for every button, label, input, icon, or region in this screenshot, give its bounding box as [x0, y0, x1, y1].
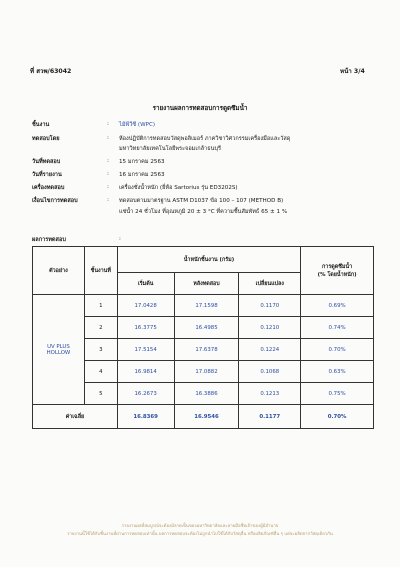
header-weight-group: น้ำหนักชิ้นงาน (กรัม) [117, 247, 300, 273]
absorption-cell: 0.70% [301, 339, 374, 361]
absorption-cell: 0.75% [301, 383, 374, 405]
average-after: 16.9546 [174, 405, 239, 429]
table-row [33, 361, 374, 383]
absorption-cell: 0.69% [301, 295, 374, 317]
document-page: ที่ สวพ/63042 หน้า 3/4 รายงานผลการทดสอบการดูดซึมน้ำ ชิ้นงาน : ไม้พีวีซี (WPC) ทดสอบโดย : ห้องปฏิบัติการทดสอบวัสดุพอลิเมอร์ ภาควิชาวิศวกรรมเครื่องมือและวัสดุ มหาวิทยาลัยเทคโนโลยีพระจอมเกล้าธนบุรี วันที่ทดสอบ : 15 มกราคม 2563 วันที่รายงาน : 16 มกราคม 2563 เครื่องทดสอบ : เครื่องชั่งน้ำหนัก (ยี่ห้อ Sartorius รุ่น ED3202S) เงื่อนไขการทดสอบ : ทดสอบตามมาตรฐาน ASTM D1037 ข้อ 100 – 107 (METHOD B) แช่น้ำ 24 ชั่วโมง ที่อุณหภูมิ 20 ± 3 °C ที่ความชื้นสัมพัทธ์ 65 ± 1 % ผลการทดสอบ : ตัวอย่าง ชิ้นงานที่ น้ำหนักชิ้นงาน (กรัม) การดูดซึมน้ำ (% โดยน้ำหนัก) เริ่มต้น หลังทดสอบ เปลี่ยนแปลง UV PLUS HOLLOW 1 17.0428 17.1598 0.1170 0.69% 2 16.3775 16.4985 0.1210 0.74% 3 17.5154 17.6378 0.1224 0.70% 4 16.9814 17.0882 0.1068 0.63% 5 16.2673 16.3886 0.1213 0.75% ค่าเฉลี่ย 16.8369 16.9546 0.1177 0.70% รายงานผลที่สมบูรณ์จะต้องมีลายเซ็นของมหาวิทยาลัยและลายมือชื่อเจ้าของผู้มีอำนาจ รายงานนี้ใช้ได้กับชิ้นงานที่ผ่านการทดสอบเท่านั้น ผลการทดสอบจะต้องไม่ถูกนำไปใช้ได้กับวัสดุอื่น หรือผลิตภัณฑ์อื่น ๆ แต่จะผลิตจากวัสดุเดียวกัน [0, 0, 400, 567]
absorption-cell: 0.63% [301, 361, 374, 383]
change-weight-cell: 0.1210 [239, 317, 301, 339]
info-label-sample: ชิ้นงาน [32, 122, 50, 128]
change-weight-cell: 0.1068 [239, 361, 301, 383]
info-label-test-date: วันที่ทดสอบ [32, 159, 61, 165]
piece-no-cell: 1 [84, 295, 117, 317]
footer-line-1: รายงานผลที่สมบูรณ์จะต้องมีลายเซ็นของมหาวิทยาลัยและลายมือชื่อเจ้าของผู้มีอำนาจ [121, 524, 279, 529]
info-value-instrument: เครื่องชั่งน้ำหนัก (ยี่ห้อ Sartorius รุ่น ED3202S) [119, 185, 238, 191]
header-absorption-line2: (% โดยน้ำหนัก) [317, 271, 357, 278]
after-weight-cell: 17.1598 [174, 295, 239, 317]
piece-no-cell: 4 [84, 361, 117, 383]
after-weight-cell: 17.6378 [174, 339, 239, 361]
average-row [33, 405, 374, 429]
info-value-report-date: 16 มกราคม 2563 [119, 172, 165, 178]
info-value-sample: ไม้พีวีซี (WPC) [119, 122, 156, 128]
piece-no-cell: 3 [84, 339, 117, 361]
initial-weight-cell: 17.5154 [117, 339, 174, 361]
info-value-tested-by-line2: มหาวิทยาลัยเทคโนโลยีพระจอมเกล้าธนบุรี [119, 146, 222, 152]
table-row [33, 383, 374, 405]
results-label: ผลการทดสอบ [32, 237, 66, 243]
table-row [33, 339, 374, 361]
header-sample: ตัวอย่าง [33, 247, 85, 295]
average-change: 0.1177 [239, 405, 301, 429]
info-label-instrument: เครื่องทดสอบ [32, 185, 65, 191]
after-weight-cell: 16.3886 [174, 383, 239, 405]
average-label: ค่าเฉลี่ย [33, 405, 118, 429]
change-weight-cell: 0.1224 [239, 339, 301, 361]
header-piece-no: ชิ้นงานที่ [84, 247, 117, 295]
info-label-report-date: วันที่รายงาน [32, 172, 62, 178]
page-number: หน้า 3/4 [340, 68, 365, 75]
initial-weight-cell: 17.0428 [117, 295, 174, 317]
info-value-conditions-line2: แช่น้ำ 24 ชั่วโมง ที่อุณหภูมิ 20 ± 3 °C ที่ความชื้นสัมพัทธ์ 65 ± 1 % [119, 209, 288, 215]
sample-name-cell [33, 295, 85, 405]
results-table [32, 246, 374, 429]
change-weight-cell: 0.1170 [239, 295, 301, 317]
after-weight-cell: 17.0882 [174, 361, 239, 383]
sample-name-line2: HOLLOW [46, 349, 71, 356]
header-absorption [301, 247, 374, 295]
initial-weight-cell: 16.2673 [117, 383, 174, 405]
table-row [33, 295, 374, 317]
header-absorption-line1: การดูดซึมน้ำ [322, 263, 353, 270]
info-value-tested-by: ห้องปฏิบัติการทดสอบวัสดุพอลิเมอร์ ภาควิชาวิศวกรรมเครื่องมือและวัสดุ [119, 136, 291, 142]
table-row [33, 317, 374, 339]
change-weight-cell: 0.1213 [239, 383, 301, 405]
initial-weight-cell: 16.3775 [117, 317, 174, 339]
header-initial: เริ่มต้น [117, 273, 174, 295]
sample-name-line1: UV PLUS [47, 343, 70, 350]
initial-weight-cell: 16.9814 [117, 361, 174, 383]
average-absorption: 0.70% [301, 405, 374, 429]
after-weight-cell: 16.4985 [174, 317, 239, 339]
document-number: ที่ สวพ/63042 [30, 68, 72, 75]
info-label-conditions: เงื่อนไขการทดสอบ [32, 198, 78, 204]
absorption-cell: 0.74% [301, 317, 374, 339]
info-value-test-date: 15 มกราคม 2563 [119, 159, 165, 165]
info-value-conditions: ทดสอบตามมาตรฐาน ASTM D1037 ข้อ 100 – 107 (METHOD B) [119, 198, 284, 204]
piece-no-cell: 5 [84, 383, 117, 405]
report-title: รายงานผลการทดสอบการดูดซึมน้ำ [152, 105, 248, 112]
average-initial: 16.8369 [117, 405, 174, 429]
header-after: หลังทดสอบ [174, 273, 239, 295]
piece-no-cell: 2 [84, 317, 117, 339]
header-change: เปลี่ยนแปลง [239, 273, 301, 295]
footer-line-2: รายงานนี้ใช้ได้กับชิ้นงานที่ผ่านการทดสอบเท่านั้น ผลการทดสอบจะต้องไม่ถูกนำไปใช้ได้กับวัสดุอื่น หรือผลิตภัณฑ์อื่น ๆ แต่จะผลิตจากวัสดุเดียวกัน [67, 532, 333, 537]
info-label-tested-by: ทดสอบโดย [32, 136, 60, 142]
